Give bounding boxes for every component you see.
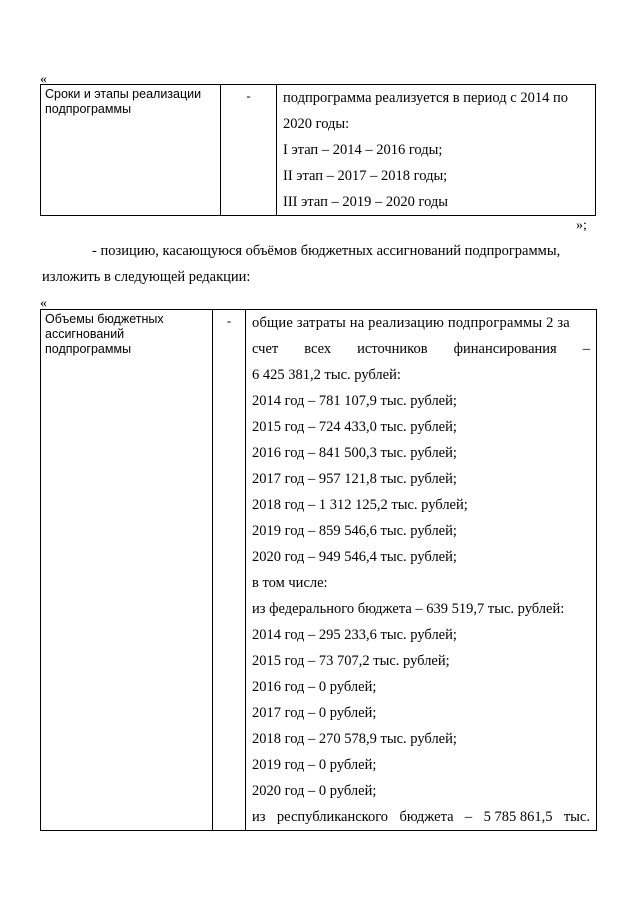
budget-content bbox=[246, 310, 597, 831]
budget-line: 2020 год – 0 рублей; bbox=[252, 783, 377, 799]
budget-line: 2014 год – 781 107,9 тыс. рублей; bbox=[252, 393, 457, 409]
budget-line: 2016 год – 0 рублей; bbox=[252, 679, 377, 695]
word: источников bbox=[357, 341, 428, 357]
terms-dash: - bbox=[221, 85, 277, 216]
budget-line: 6 425 381,2 тыс. рублей: bbox=[252, 367, 401, 383]
budget-line-justified bbox=[246, 804, 596, 830]
budget-dash: - bbox=[213, 310, 246, 831]
word: – bbox=[464, 809, 473, 825]
budget-line: 2014 год – 295 233,6 тыс. рублей; bbox=[252, 627, 457, 643]
budget-label: Объемы бюджетных ассигнований подпрограммы bbox=[41, 310, 213, 831]
terms-line: III этап – 2019 – 2020 годы bbox=[283, 194, 449, 210]
terms-label: Сроки и этапы реализации подпрограммы bbox=[41, 85, 221, 216]
terms-content bbox=[277, 85, 596, 216]
terms-table bbox=[40, 84, 596, 216]
budget-line: 2015 год – 73 707,2 тыс. рублей; bbox=[252, 653, 450, 669]
instruction-line-2: изложить в следующей редакции: bbox=[42, 269, 251, 285]
word: финансирования bbox=[453, 341, 557, 357]
word: – bbox=[582, 341, 590, 357]
terms-line: I этап – 2014 – 2016 годы; bbox=[283, 142, 443, 158]
budget-line: 2018 год – 1 312 125,2 тыс. рублей; bbox=[252, 497, 468, 513]
budget-line: из федерального бюджета – 639 519,7 тыс. рублей: bbox=[252, 601, 565, 617]
terms-line: II этап – 2017 – 2018 годы; bbox=[283, 168, 448, 184]
instruction-line-1: - позицию, касающуюся объёмов бюджетных ассигнований подпрограммы, bbox=[92, 243, 561, 259]
terms-line: 2020 годы: bbox=[283, 116, 350, 132]
terms-line: подпрограмма реализуется в период с 2014 по bbox=[283, 90, 568, 106]
budget-line: 2018 год – 270 578,9 тыс. рублей; bbox=[252, 731, 457, 747]
word: 5 785 861,5 bbox=[483, 809, 553, 825]
quote-open-1: « bbox=[40, 72, 47, 87]
budget-line: 2017 год – 957 121,8 тыс. рублей; bbox=[252, 471, 457, 487]
word: из bbox=[252, 809, 266, 825]
quote-open-2: « bbox=[40, 296, 47, 311]
budget-line: в том числе: bbox=[252, 575, 328, 591]
budget-line: 2016 год – 841 500,3 тыс. рублей; bbox=[252, 445, 457, 461]
word: всех bbox=[304, 341, 332, 357]
budget-line: 2019 год – 0 рублей; bbox=[252, 757, 377, 773]
word: бюджета bbox=[399, 809, 454, 825]
budget-line: 2015 год – 724 433,0 тыс. рублей; bbox=[252, 419, 457, 435]
quote-close-1: »; bbox=[576, 218, 587, 233]
budget-line: 2017 год – 0 рублей; bbox=[252, 705, 377, 721]
word: тыс. bbox=[563, 809, 590, 825]
budget-line: 2020 год – 949 546,4 тыс. рублей; bbox=[252, 549, 457, 565]
budget-line bbox=[246, 310, 596, 336]
budget-line-justified bbox=[246, 336, 596, 362]
word: счет bbox=[252, 341, 279, 357]
budget-table bbox=[40, 309, 597, 831]
budget-line: 2019 год – 859 546,6 тыс. рублей; bbox=[252, 523, 457, 539]
word: республиканского bbox=[276, 809, 389, 825]
budget-first-line: общие затраты на реализацию подпрограммы 2 за bbox=[252, 315, 570, 331]
